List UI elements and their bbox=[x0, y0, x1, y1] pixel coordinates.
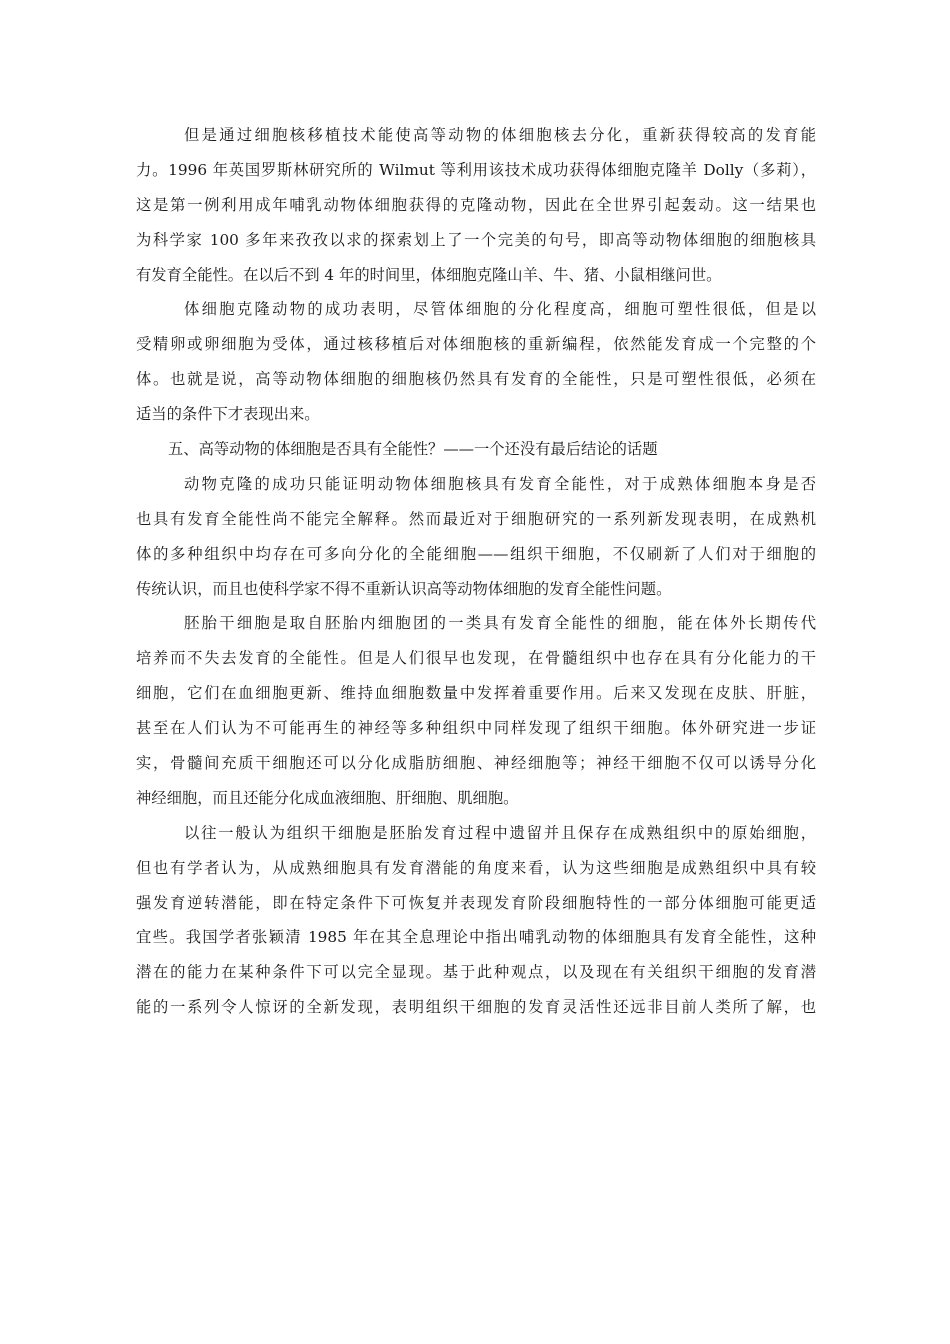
text-line: 能的一系列令人惊讶的全新发现，表明组织干细胞的发育灵活性还远非目前人类所了解，也 bbox=[136, 998, 816, 1017]
text-line: 培养而不失去发育的全能性。但是人们很早也发现，在骨髓组织中也存在具有分化能力的干 bbox=[136, 649, 816, 668]
paragraph bbox=[136, 816, 816, 1025]
text-line: 但是通过细胞核移植技术能使高等动物的体细胞核去分化，重新获得较高的发育能 bbox=[184, 126, 816, 144]
text-line: 为科学家 100 多年来孜孜以求的探索划上了一个完美的句号，即高等动物体细胞的细胞核具 bbox=[136, 230, 816, 249]
text-line: 这是第一例利用成年哺乳动物体细胞获得的克隆动物，因此在全世界引起轰动。这一结果也 bbox=[136, 195, 816, 214]
text-line: 甚至在人们认为不可能再生的神经等多种组织中同样发现了组织干细胞。体外研究进一步证 bbox=[136, 719, 816, 738]
text-line: 受精卵或卵细胞为受体，通过核移植后对体细胞核的重新编程，依然能发育成一个完整的个 bbox=[136, 335, 816, 354]
text-line: 力。1996 年英国罗斯林研究所的 Wilmut 等利用该技术成功获得体细胞克隆羊 Dolly（多莉）， bbox=[136, 160, 816, 179]
text-line: 动物克隆的成功只能证明动物体细胞核具有发育全能性，对于成熟体细胞本身是否 bbox=[184, 474, 816, 493]
paragraph bbox=[136, 118, 816, 292]
text-line: 适当的条件下才表现出来。 bbox=[136, 405, 320, 424]
text-line: 体细胞克隆动物的成功表明，尽管体细胞的分化程度高，细胞可塑性很低，但是以 bbox=[184, 300, 816, 319]
text-line: 传统认识，而且也使科学家不得不重新认识高等动物体细胞的发育全能性问题。 bbox=[136, 579, 672, 598]
text-line: 有发育全能性。在以后不到 4 年的时间里，体细胞克隆山羊、牛、猪、小鼠相继问世。 bbox=[136, 265, 722, 284]
text-line: 神经细胞，而且还能分化成血液细胞、肝细胞、肌细胞。 bbox=[136, 788, 519, 807]
text-line: 胚胎干细胞是取自胚胎内细胞团的一类具有发育全能性的细胞，能在体外长期传代 bbox=[184, 614, 816, 633]
section-heading bbox=[136, 432, 816, 467]
document-page bbox=[136, 118, 816, 1025]
text-line: 五、高等动物的体细胞是否具有全能性？——一个还没有最后结论的话题 bbox=[168, 440, 658, 459]
paragraph bbox=[136, 292, 816, 432]
text-line: 实，骨髓间充质干细胞还可以分化成脂肪细胞、神经细胞等；神经干细胞不仅可以诱导分化 bbox=[136, 754, 816, 773]
paragraph bbox=[136, 467, 816, 607]
text-line: 强发育逆转潜能，即在特定条件下可恢复并表现发育阶段细胞特性的一部分体细胞可能更适 bbox=[136, 893, 816, 912]
text-line: 以往一般认为组织干细胞是胚胎发育过程中遗留并且保存在成熟组织中的原始细胞， bbox=[184, 823, 816, 842]
text-line: 也具有发育全能性尚不能完全解释。然而最近对于细胞研究的一系列新发现表明，在成熟机 bbox=[136, 509, 816, 528]
text-line: 宜些。我国学者张颖清 1985 年在其全息理论中指出哺乳动物的体细胞具有发育全能性，这种 bbox=[136, 928, 816, 947]
text-line: 但也有学者认为，从成熟细胞具有发育潜能的角度来看，认为这些细胞是成熟组织中具有较 bbox=[136, 858, 816, 877]
text-line: 细胞，它们在血细胞更新、维持血细胞数量中发挥着重要作用。后来又发现在皮肤、肝脏， bbox=[136, 684, 816, 703]
text-line: 体。也就是说，高等动物体细胞的细胞核仍然具有发育的全能性，只是可塑性很低，必须在 bbox=[136, 370, 816, 389]
text-line: 体的多种组织中均存在可多向分化的全能细胞——组织干细胞，不仅刷新了人们对于细胞的 bbox=[136, 544, 816, 563]
text-line: 潜在的能力在某种条件下可以完全显现。基于此种观点，以及现在有关组织干细胞的发育潜 bbox=[136, 963, 816, 982]
paragraph bbox=[136, 606, 816, 815]
